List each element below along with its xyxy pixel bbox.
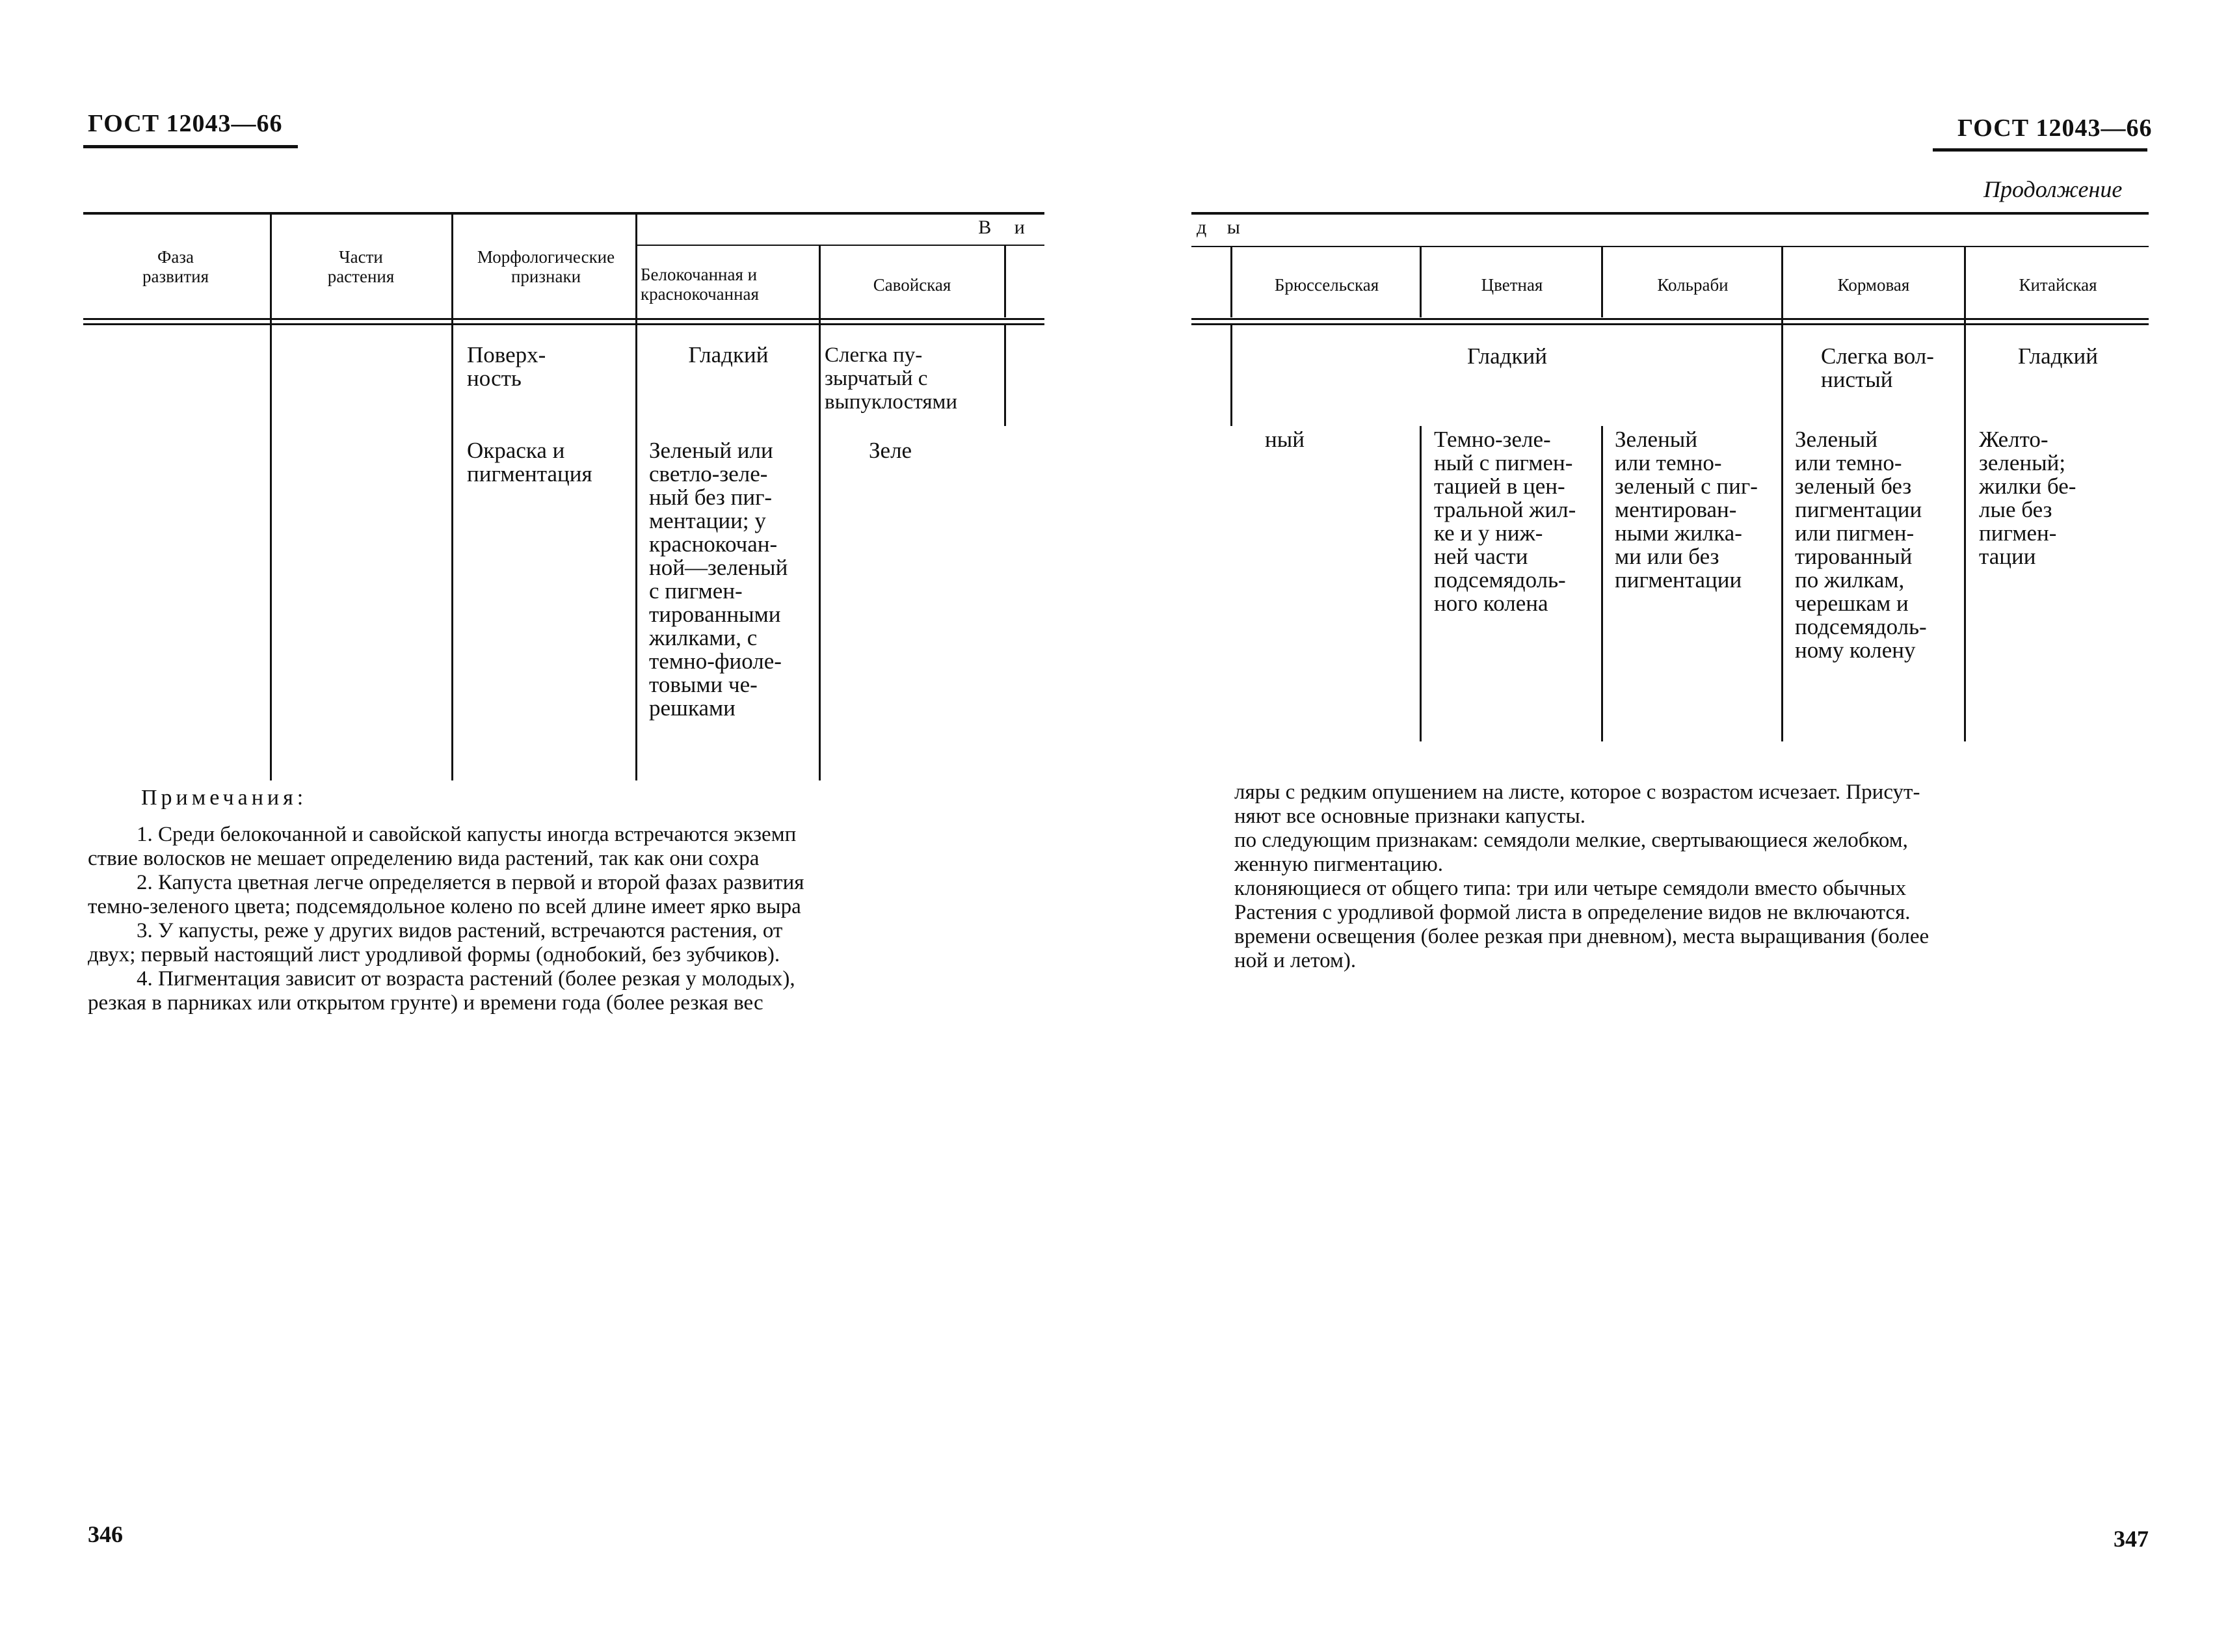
right-head-bottom-rule-2	[1191, 323, 2149, 325]
header-phase: Фаза развития	[142, 247, 209, 286]
right-col-divider-1b	[1420, 426, 1422, 741]
right-page-header: ГОСТ 12043—66	[1957, 114, 2153, 142]
right-note-line-2: няют все основные признаки капусты.	[1234, 805, 1586, 828]
right-col-divider-0b	[1230, 325, 1232, 426]
left-note-line-6: двух; первый настоящий лист уродливой формы (однобокий, без зубчиков).	[88, 943, 780, 966]
left-vi-label: В и	[978, 217, 1025, 238]
right-note-line-7: времени освещения (более резкая при дневном), места выращивания (более	[1234, 925, 1930, 948]
row-surface-feature: Поверх- ность	[467, 342, 546, 391]
right-table-top-rule	[1191, 212, 2149, 215]
right-col-divider-0	[1230, 247, 1232, 317]
left-note-line-3: 2. Капуста цветная легче определяется в первой и второй фазах развития	[137, 871, 804, 894]
row-color-fodder: Зеленый или темно- зеленый без пигментации или пигмен- тированный по жилкам, черешкам и подсемядоль- ному колену	[1795, 427, 1927, 663]
right-note-line-6: Растения с уродливой формой листа в определение видов не включаются.	[1234, 901, 1911, 924]
row-surface-smooth-span: Гладкий	[1467, 343, 1547, 369]
row-surface-white: Гладкий	[688, 342, 769, 367]
left-note-line-2: ствие волосков не мешает определению вида растений, так как они сохра	[88, 847, 760, 870]
left-note-line-5: 3. У капусты, реже у других видов растений, встречаются растения, от	[137, 919, 783, 942]
header-cauliflower: Цветная	[1481, 275, 1543, 295]
left-col-divider-1	[270, 215, 272, 780]
row-surface-chinese: Гладкий	[2018, 343, 2098, 369]
right-page-number: 347	[2114, 1526, 2149, 1552]
right-note-line-1: ляры с редким опушением на листе, которое с возрастом исчезает. Присут-	[1234, 780, 1920, 804]
right-dy-label: д ы	[1197, 217, 1240, 238]
row-color-feature: Окраска и пигментация	[467, 438, 592, 486]
row-color-cauliflower: Темно-зеле- ный с пигмен- тацией в цен- тральной жил- ке и у ниж- ней части подсемядоль- ного колена	[1434, 427, 1576, 616]
left-col-divider-2	[451, 215, 453, 780]
row-color-savoy: Зеле	[869, 438, 912, 463]
left-note-line-4: темно-зеленого цвета; подсемядольное колено по всей длине имеет ярко выра	[88, 895, 801, 918]
right-note-line-5: клоняющиеся от общего типа: три или четыре семядоли вместо обычных	[1234, 877, 1907, 900]
left-note-line-8: резкая в парниках или открытом грунте) и времени года (более резкая вес	[88, 991, 763, 1015]
right-note-line-8: ной и летом).	[1234, 949, 1357, 972]
left-page-number: 346	[88, 1521, 123, 1547]
right-col-divider-4	[1964, 247, 1966, 741]
left-header-rule	[83, 145, 298, 148]
right-col-divider-1	[1420, 247, 1422, 317]
continuation-label: Продолжение	[1983, 176, 2123, 202]
header-fodder: Кормовая	[1837, 275, 1910, 295]
row-surface-savoy: Слегка пу- зырчатый с выпуклостями	[825, 343, 958, 414]
left-col-divider-5	[1004, 246, 1006, 317]
left-note-line-7: 4. Пигментация зависит от возраста растений (более резкая у молодых),	[137, 967, 795, 991]
left-note-line-1: 1. Среди белокочанной и савойской капусты иногда встречаются экземп	[137, 823, 797, 846]
left-vi-rule	[637, 245, 1044, 246]
left-notes-title: Примечания:	[141, 786, 308, 810]
right-head-bottom-rule-1	[1191, 318, 2149, 320]
right-note-line-4: женную пигментацию.	[1234, 853, 1444, 876]
header-brussels: Брюссельская	[1274, 275, 1379, 295]
row-color-kohlrabi: Зеленый или темно- зеленый с пиг- ментирован- ными жилка- ми или без пигментации	[1615, 427, 1758, 593]
header-savoy: Савойская	[873, 275, 951, 295]
right-note-line-3: по следующим признакам: семядоли мелкие, свертывающиеся желобком,	[1234, 829, 1908, 852]
left-head-bottom-rule-1	[83, 318, 1044, 320]
header-plant-parts: Части растения	[327, 247, 395, 286]
header-morph-features: Морфологические признаки	[477, 247, 615, 286]
row-color-white: Зеленый или светло-зеле- ный без пиг- ментации; у краснокочан- ной—зеленый с пигмен- тированными жилками, с темно-фиоле- товыми че- решками	[649, 438, 788, 721]
left-table-top-rule	[83, 212, 1044, 215]
right-dy-rule	[1191, 246, 2149, 247]
right-col-divider-2	[1601, 247, 1603, 317]
left-head-bottom-rule-2	[83, 323, 1044, 325]
header-white-red-cabbage: Белокочанная и краснокочанная	[641, 265, 759, 304]
row-color-chinese: Желто- зеленый; жилки бе- лые без пигмен- тации	[1979, 427, 2076, 569]
header-kohlrabi: Кольраби	[1657, 275, 1729, 295]
row-color-carry: ный	[1265, 427, 1305, 452]
left-col-divider-3	[635, 215, 637, 780]
left-page-header: ГОСТ 12043—66	[88, 110, 283, 137]
right-header-rule	[1933, 148, 2147, 152]
row-surface-fodder: Слегка вол- нистый	[1821, 343, 1934, 392]
header-chinese: Китайская	[2019, 275, 2097, 295]
